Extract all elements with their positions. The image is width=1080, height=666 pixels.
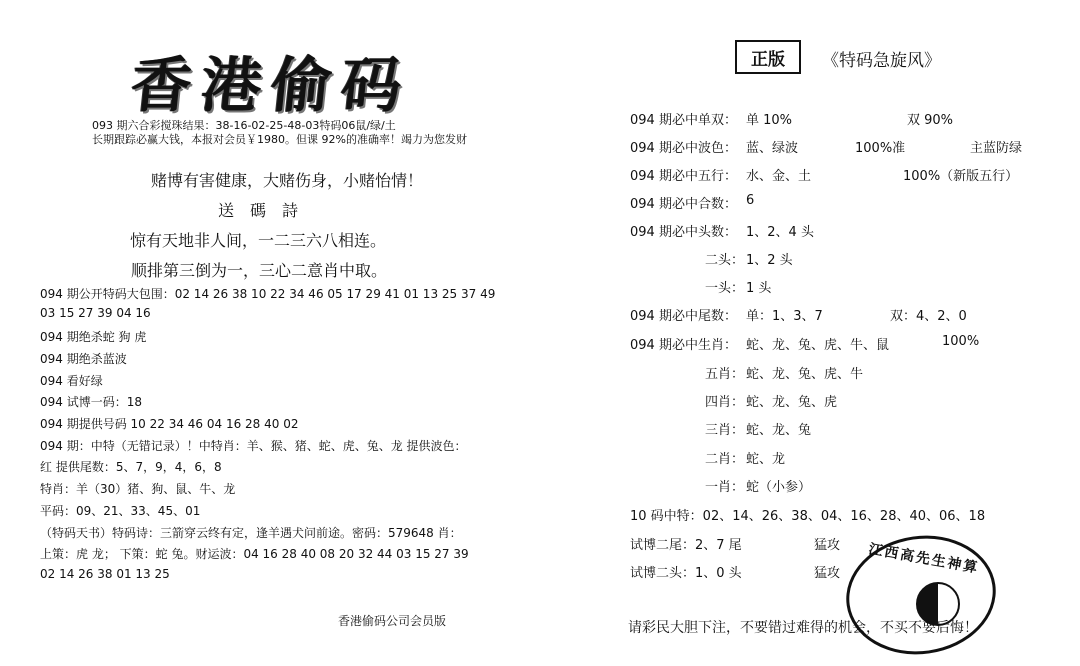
tail-two-line: 试博二尾：2、7 尾	[630, 538, 742, 553]
info-line: 094 期绝杀蛇 狗 虎	[40, 330, 147, 344]
result-line: 093 期六合彩搅珠结果：38-16-02-25-48-03特码06鼠/绿/土	[92, 119, 396, 132]
row-label: 三肖：	[705, 423, 745, 438]
row-extra: 主蓝防绿	[970, 141, 1023, 156]
info-line: 094 期提供号码 10 22 34 46 04 16 28 40 02	[40, 417, 299, 431]
row-value: 蛇（小参）	[746, 480, 812, 495]
info-line: 094 期绝杀蓝波	[40, 352, 127, 366]
row-label: 二头：	[705, 253, 745, 268]
row-value: 蛇、龙	[746, 452, 786, 467]
row-extra: 双：4、2、0	[890, 309, 967, 324]
poem-line-2: 顺排第三倒为一，三心二意肖中取。	[131, 261, 388, 280]
seal-text: 江西高先生神算	[867, 541, 981, 577]
edition-title: 《特码急旋风》	[822, 51, 941, 71]
left-footer: 香港偷码公司会员版	[338, 614, 447, 628]
row-extra: 双 90%	[907, 113, 954, 128]
info-line: 特肖：羊（30）猪、狗、鼠、牛、龙	[40, 482, 236, 496]
row-extra: 100%	[942, 334, 980, 349]
slogan-warning: 赌博有害健康，大赌伤身，小赌怡情！	[151, 171, 424, 190]
row-value: 蛇、龙、兔、虎、牛	[746, 367, 864, 382]
member-line: 长期跟踪必赢大钱，本报对会员￥1980。但课 92%的准确率！竭力为您发财	[92, 133, 467, 146]
row-label: 094 期必中生肖：	[630, 338, 737, 353]
row-value: 6	[746, 193, 755, 208]
row-label: 094 期必中五行：	[630, 169, 737, 184]
info-line: 红 提供尾数：5、7，9，4，6，8	[40, 460, 222, 474]
head-two-tag: 猛攻	[814, 566, 841, 581]
row-extra: 100%准	[855, 141, 906, 156]
head-two-line: 试博二头：1、0 头	[630, 566, 742, 581]
info-line: （特码天书）特码诗：三箭穿云终有定，逢羊遇犬问前途。密码：579648 肖：	[40, 526, 462, 540]
row-value: 蛇、龙、兔、虎、牛、鼠	[746, 338, 890, 353]
row-label: 094 期必中波色：	[630, 141, 737, 156]
info-line: 03 15 27 39 04 16	[40, 306, 151, 320]
poem-line-1: 惊有天地非人间，一二三六八相连。	[130, 231, 387, 250]
edition-badge: 正版	[735, 40, 801, 74]
info-line: 094 期：中特（无错记录）！中特肖：羊、猴、猪、蛇、虎、兔、龙 提供波色：	[40, 439, 467, 453]
row-label: 094 期必中合数：	[630, 197, 737, 212]
info-line: 094 试博一码：18	[40, 395, 142, 409]
row-label: 一肖：	[705, 480, 745, 495]
info-line: 094 看好绿	[40, 374, 103, 388]
row-value: 蓝、绿波	[746, 141, 799, 156]
masthead-title: 香港偷码	[127, 51, 416, 121]
info-line: 平码：09、21、33、45、01	[40, 504, 201, 518]
row-label: 094 期必中头数：	[630, 225, 737, 240]
row-label: 094 期必中尾数：	[630, 309, 737, 324]
row-value: 1、2、4 头	[746, 225, 814, 240]
ten-codes-line: 10 码中特：02、14、26、38、04、16、28、40、06、18	[630, 509, 986, 524]
row-value: 1 头	[746, 281, 772, 296]
row-label: 五肖：	[705, 367, 745, 382]
row-value: 水、金、土	[746, 169, 812, 184]
poem-heading: 送 碼 詩	[218, 201, 299, 220]
tail-two-tag: 猛攻	[814, 538, 841, 553]
row-value: 单：1、3、7	[746, 309, 823, 324]
row-label: 一头：	[705, 281, 745, 296]
row-value: 单 10%	[746, 113, 793, 128]
row-value: 蛇、龙、兔、虎	[746, 395, 838, 410]
row-label: 四肖：	[705, 395, 745, 410]
info-line: 094 期公开特码大包围：02 14 26 38 10 22 34 46 05 17 29 41 01 13 25 37 49	[40, 287, 496, 301]
row-value: 蛇、龙、兔	[746, 423, 812, 438]
row-value: 1、2 头	[746, 253, 793, 268]
info-line: 02 14 26 38 01 13 25	[40, 567, 170, 581]
info-line: 上策：虎 龙； 下策：蛇 兔。财运波：04 16 28 40 08 20 32 44 03 15 27 39	[40, 547, 469, 561]
row-extra: 100%（新版五行）	[903, 169, 1019, 184]
row-label: 二肖：	[705, 452, 745, 467]
closing-line: 请彩民大胆下注，不要错过难得的机会，不买不要后悔！	[628, 620, 978, 636]
row-label: 094 期必中单双：	[630, 113, 737, 128]
